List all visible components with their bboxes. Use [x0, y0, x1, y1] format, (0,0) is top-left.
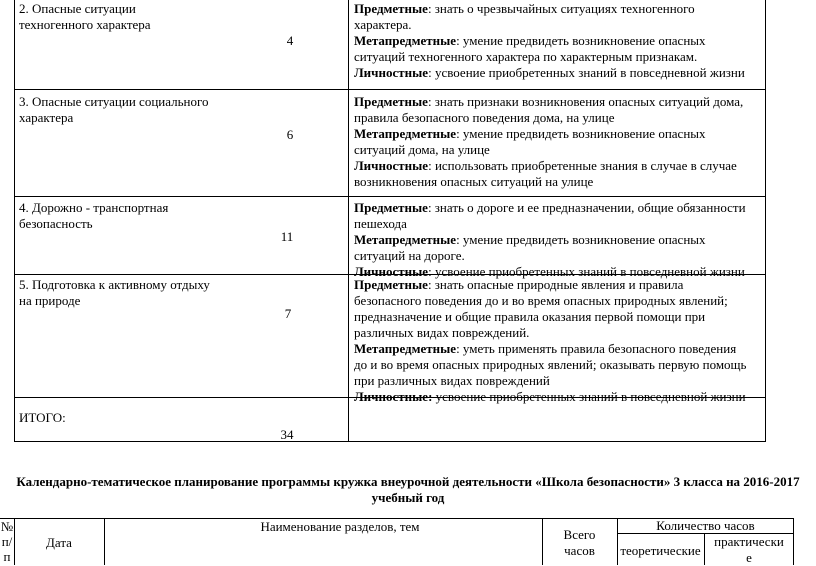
table-border-left: [14, 0, 15, 442]
description-text: : умение предвидеть возникновение опасных: [456, 126, 706, 141]
description-text: : умение предвидеть возникновение опасных: [456, 232, 706, 247]
description-line: [354, 158, 764, 174]
header-practice: практически е: [714, 534, 784, 565]
description-text: различных видах повреждений.: [354, 325, 530, 340]
col-divider: [104, 518, 105, 565]
description-line: [354, 33, 764, 49]
description-line: [354, 65, 764, 81]
description-line: [354, 216, 764, 232]
description-cell: [354, 1, 764, 81]
description-line: [354, 94, 764, 110]
description-text: правила безопасного поведения дома, на улице: [354, 110, 615, 125]
row-divider: [14, 196, 766, 197]
topic-cell: 4. Дорожно - транспортная безопасность: [19, 200, 169, 231]
description-text: : уметь применять правила безопасного поведения: [456, 341, 737, 356]
topic-cell: 5. Подготовка к активному отдыху на природе: [19, 277, 210, 308]
hours-cell: 11: [280, 229, 294, 244]
description-line: [354, 325, 764, 341]
description-line: [354, 126, 764, 142]
description-line: [354, 341, 764, 357]
topic-cell: 3. Опасные ситуации социального характера: [19, 94, 209, 125]
description-line: [354, 110, 764, 126]
description-line: [354, 17, 764, 33]
description-label: Личностные:: [354, 389, 433, 404]
description-text: : знать опасные природные явления и правила: [427, 277, 684, 292]
description-label: Метапредметные: [354, 126, 457, 141]
description-text: безопасного поведения до и во время опасных природных явлений;: [354, 293, 728, 308]
description-text: пешехода: [354, 216, 407, 231]
description-text: до и во время опасных природных явлений; оказывать первую помощь: [354, 357, 747, 372]
description-line: [354, 373, 764, 389]
description-label: Личностные: [354, 264, 429, 279]
table-border-right: [765, 0, 766, 442]
topic-cell: 2. Опасные ситуации техногенного характера: [19, 1, 151, 32]
total-hours: 34: [280, 427, 294, 442]
description-label: Предметные: [354, 94, 428, 109]
description-line: [354, 174, 764, 190]
description-line: [354, 142, 764, 158]
description-text: : умение предвидеть возникновение опасных: [456, 33, 706, 48]
header-num: № п/ п: [0, 519, 14, 564]
header-total-hours: Всего часов: [563, 527, 596, 558]
description-line: [354, 389, 764, 405]
description-line: [354, 200, 764, 216]
description-text: : знать о дороге и ее предназначении, общие обязанности: [427, 200, 746, 215]
description-line: [354, 1, 764, 17]
description-line: [354, 277, 764, 293]
hours-cell: 6: [286, 127, 294, 142]
description-text: : усвоение приобретенных знаний в повседневной жизни: [428, 264, 745, 279]
table-border-bottom: [14, 441, 766, 442]
description-text: ситуаций техногенного характера по характерным признакам.: [354, 49, 698, 64]
description-text: : усвоение приобретенных знаний в повседневной жизни: [428, 65, 745, 80]
header-theory: теоретические: [620, 543, 701, 558]
description-line: [354, 357, 764, 373]
description-cell: [354, 277, 764, 405]
description-text: усвоение приобретенных знаний в повседневной жизни: [432, 389, 746, 404]
table-divider-hours: [348, 0, 349, 442]
header-hours-count: Количество часов: [656, 518, 755, 533]
description-label: Личностные: [354, 65, 429, 80]
hours-cell: 4: [286, 33, 294, 48]
description-label: Метапредметные: [354, 33, 457, 48]
description-text: : использовать приобретенные знания в случае в случае: [428, 158, 737, 173]
description-label: Метапредметные: [354, 341, 457, 356]
description-line: [354, 232, 764, 248]
header-date: Дата: [46, 535, 72, 550]
description-text: возникновения опасных ситуаций на улице: [354, 174, 594, 189]
description-text: при различных видах повреждений: [354, 373, 550, 388]
description-label: Предметные: [354, 200, 428, 215]
description-text: : знать о чрезвычайных ситуациях техногенного: [427, 1, 695, 16]
description-line: [354, 49, 764, 65]
total-label: ИТОГО:: [19, 410, 66, 425]
description-label: Личностные: [354, 158, 429, 173]
description-cell: [354, 94, 764, 190]
description-text: характера.: [354, 17, 412, 32]
description-text: ситуаций дома, на улице: [354, 142, 490, 157]
description-cell: [354, 200, 764, 280]
description-label: Предметные: [354, 277, 428, 292]
description-text: предназначение и общие правила оказания первой помощи при: [354, 309, 706, 324]
description-line: [354, 248, 764, 264]
description-line: [354, 293, 764, 309]
hours-cell: 7: [284, 306, 292, 321]
description-label: Метапредметные: [354, 232, 457, 247]
schedule-caption: Календарно-тематическое планирование программы кружка внеурочной деятельности «Школа безопасности» 3 класса на 2016-2017 учебный год: [16, 474, 800, 505]
description-label: Предметные: [354, 1, 428, 16]
header-sections: Наименование разделов, тем: [260, 519, 420, 534]
description-line: [354, 309, 764, 325]
row-divider: [14, 89, 766, 90]
description-text: : знать признаки возникновения опасных ситуаций дома,: [427, 94, 744, 109]
description-text: ситуаций на дороге.: [354, 248, 465, 263]
